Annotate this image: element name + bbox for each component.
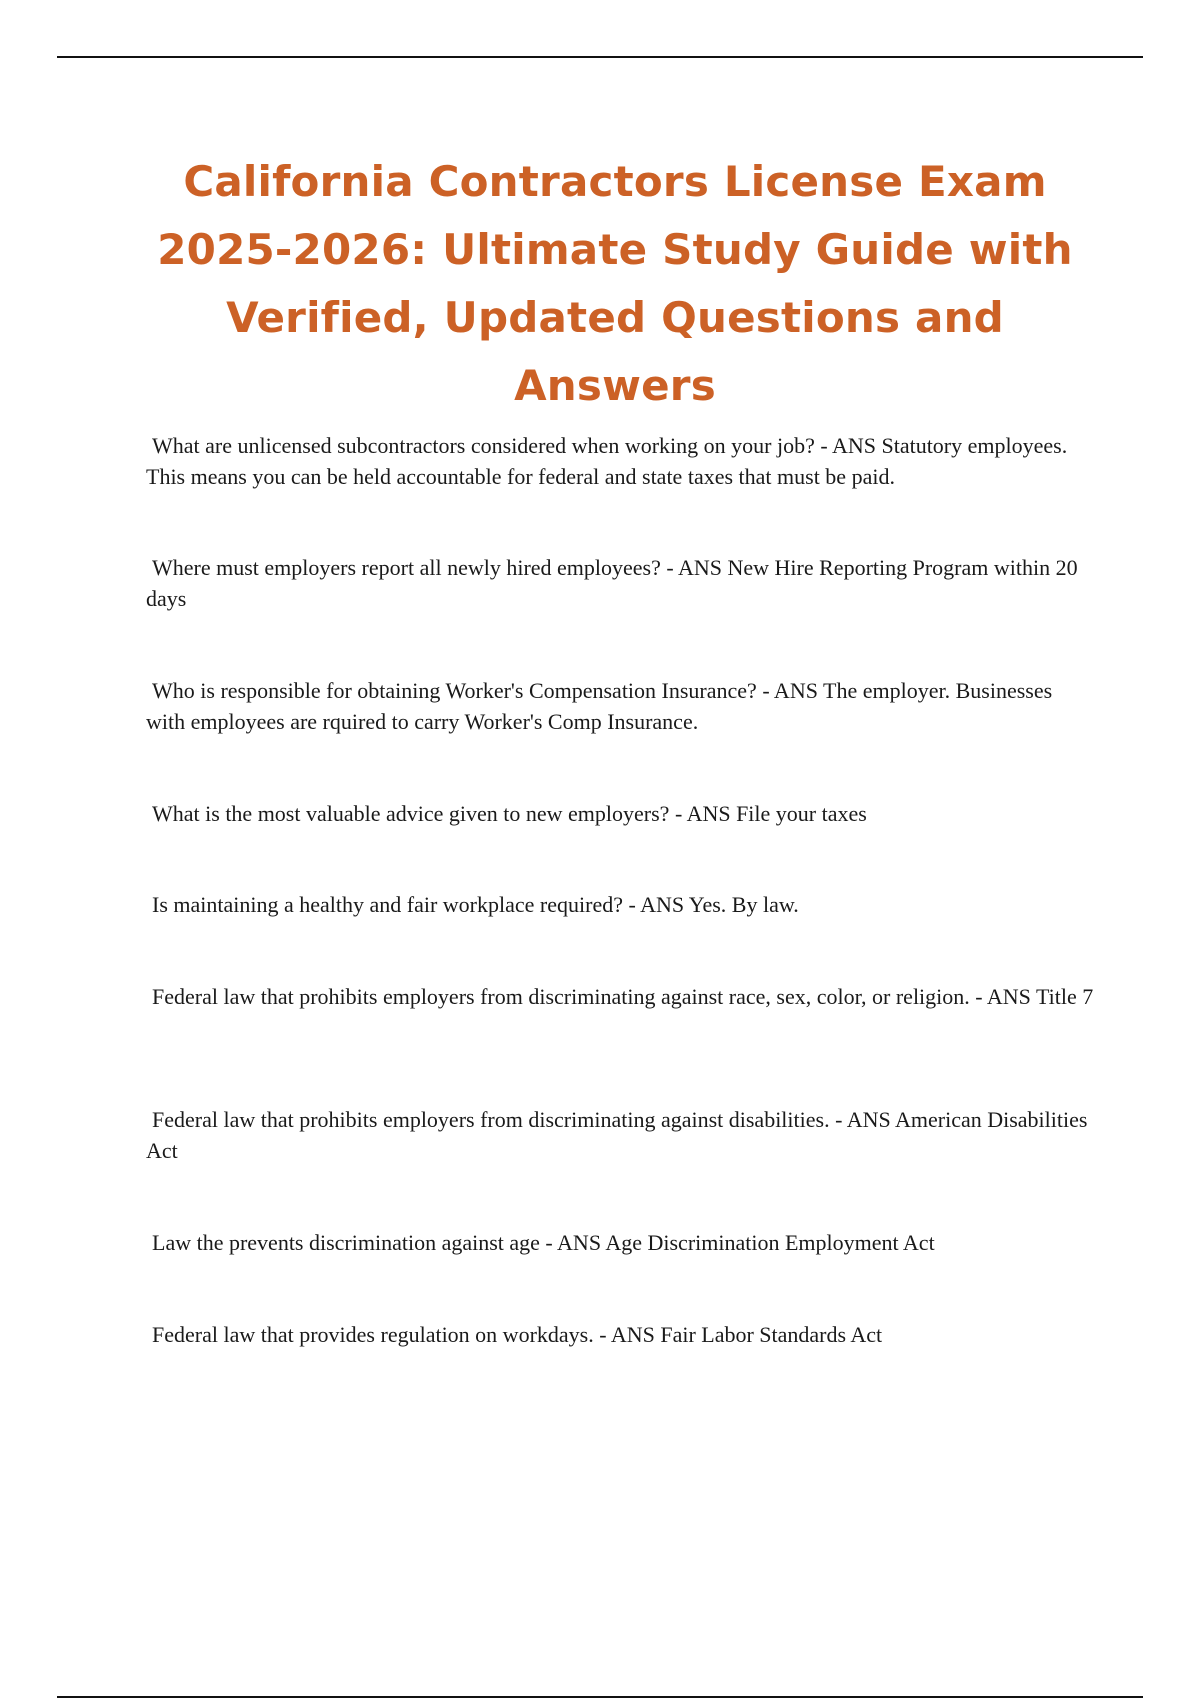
- qa-item-1: What are unlicensed subcontractors considered when working on your job? - ANS Statutory employees. This means you can be held accountable for federal and state taxes that must be paid.: [146, 433, 1068, 489]
- qa-item-7: Federal law that prohibits employers from discriminating against disabilities. - ANS American Disabilities Act: [146, 1107, 1088, 1163]
- bottom-divider: [57, 1696, 1143, 1698]
- qa-item-8: Law the prevents discrimination against age - ANS Age Discrimination Employment Act: [152, 1230, 935, 1255]
- qa-item-5: Is maintaining a healthy and fair workplace required? - ANS Yes. By law.: [152, 892, 799, 917]
- qa-item-9: Federal law that provides regulation on workdays. - ANS Fair Labor Standards Act: [152, 1322, 883, 1347]
- qa-item-4: What is the most valuable advice given to new employers? - ANS File your taxes: [152, 801, 867, 826]
- qa-item-2: Where must employers report all newly hired employees? - ANS New Hire Reporting Program within 20 days: [146, 555, 1078, 611]
- qa-item-3: Who is responsible for obtaining Worker's Compensation Insurance? - ANS The employer. Businesses with employees are rquired to carry Worker's Comp Insurance.: [146, 678, 1053, 734]
- qa-item-6: Federal law that prohibits employers from discriminating against race, sex, color, or religion. - ANS Title 7: [152, 984, 1094, 1009]
- document-title: California Contractors License Exam 2025-2026: Ultimate Study Guide with Verified, Updated Questions and Answers: [157, 157, 1073, 410]
- top-divider: [57, 56, 1143, 58]
